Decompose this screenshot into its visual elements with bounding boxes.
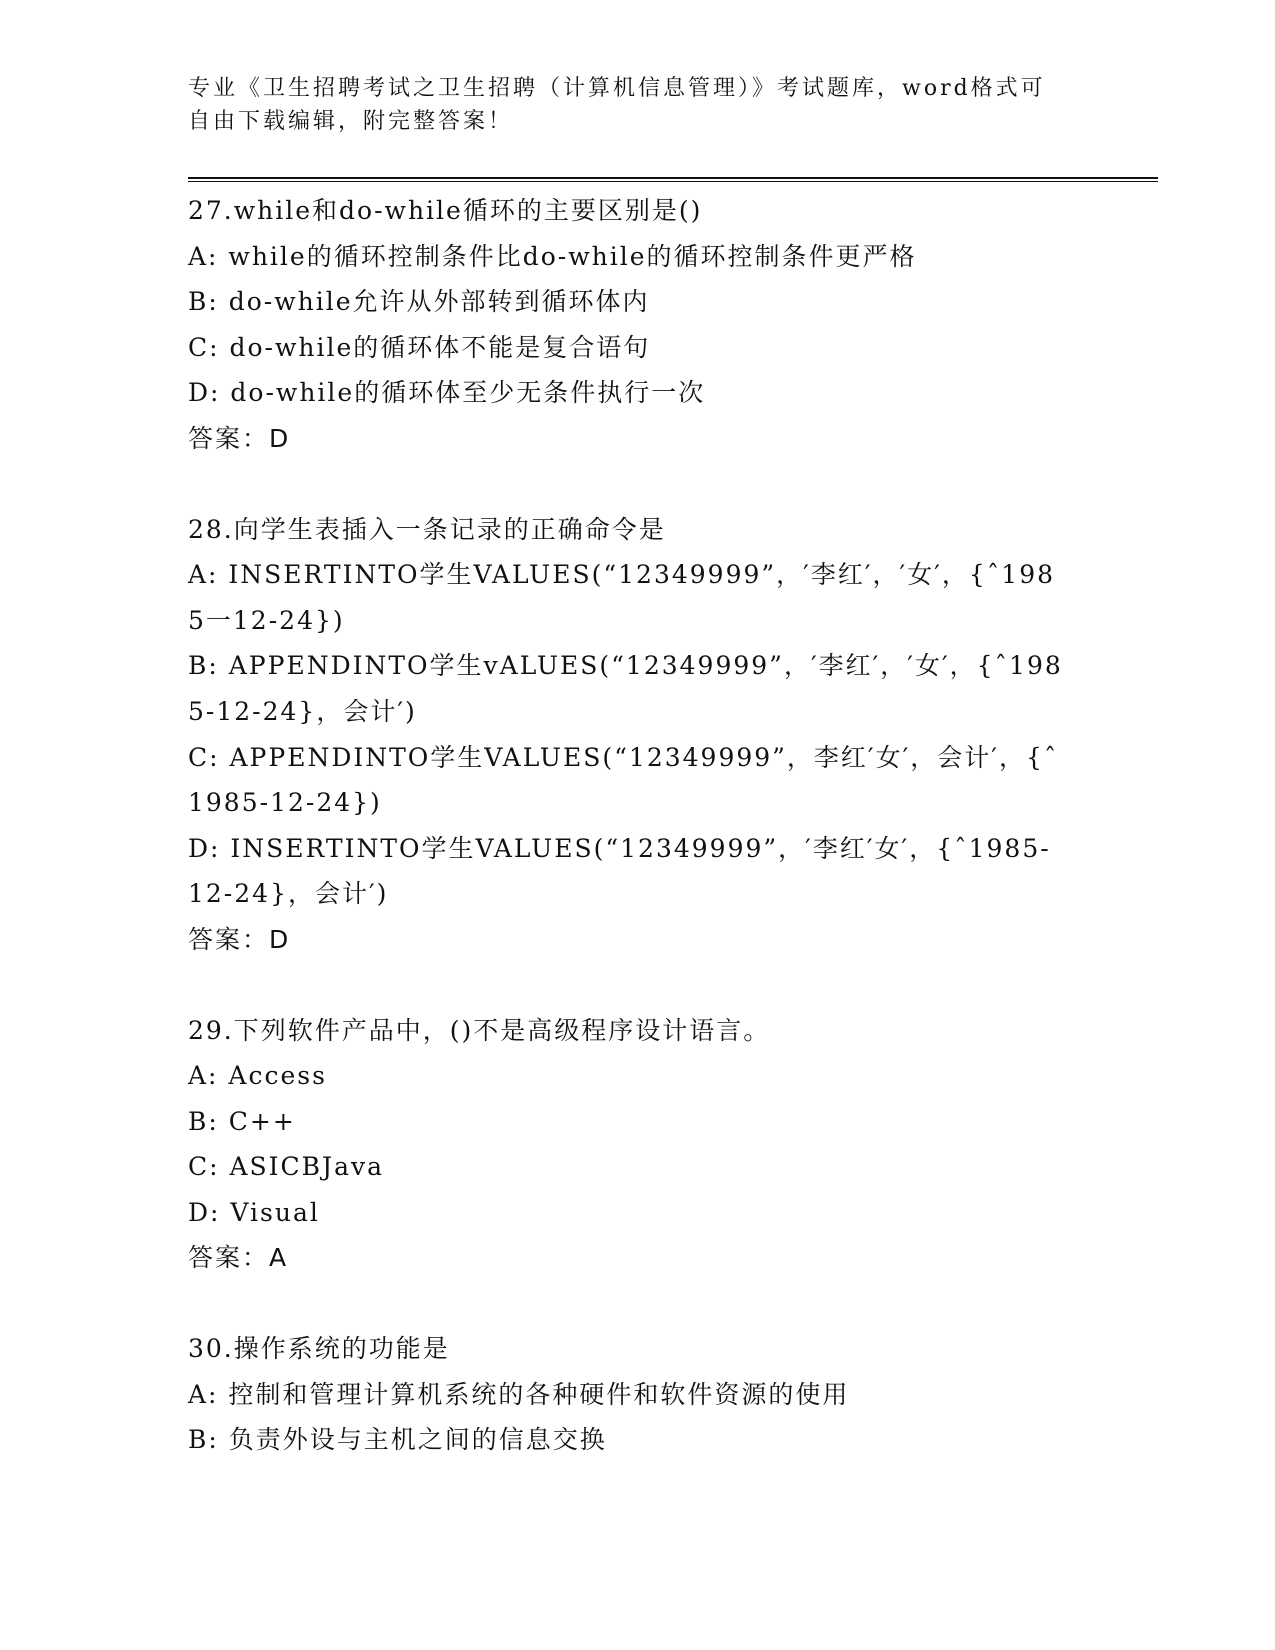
option-a: A: while的循环控制条件比do-while的循环控制条件更严格 [188,241,917,271]
question-stem: 28.向学生表插入一条记录的正确命令是 [188,514,666,544]
question-stem: 29.下列软件产品中，()不是高级程序设计语言。 [188,1015,771,1045]
option-d: D: INSERTINTO学生VALUES(“12349999”，′李红′女′，{ˆ1985-12-24}，会计′) [188,833,1051,909]
document-header: 专业《卫生招聘考试之卫生招聘（计算机信息管理）》考试题库，word格式可自由下载编辑，附完整答案！ [188,76,1046,134]
option-b: B: C++ [188,1106,296,1136]
option-b: B: APPENDINTO学生vALUES(“12349999”，′李红′，′女′，{ˆ1985-12-24}，会计′) [188,651,1063,726]
option-b: B: 负责外设与主机之间的信息交换 [188,1425,607,1455]
question-30 [188,1326,1068,1463]
answer: 答案：D [188,924,291,954]
answer: 答案：D [188,423,291,453]
option-a: A: Access [188,1061,327,1091]
option-c: C: APPENDINTO学生VALUES(“12349999”，李红′女′，会计′，{ˆ1985-12-24}) [188,742,1059,818]
option-d: D: do-while的循环体至少无条件执行一次 [188,378,706,408]
question-list [188,188,1068,1508]
header-divider [188,177,1158,182]
question-stem: 27.while和do-while循环的主要区别是() [188,196,703,225]
answer: 答案：A [188,1243,289,1273]
option-c: C: ASICBJava [188,1152,385,1182]
option-b: B: do-while允许从外部转到循环体内 [188,287,650,317]
question-28 [188,507,1068,963]
option-a: A: 控制和管理计算机系统的各种硬件和软件资源的使用 [188,1379,850,1409]
question-27 [188,188,1068,462]
question-stem: 30.操作系统的功能是 [188,1334,450,1364]
question-29 [188,1008,1068,1282]
option-a: A: INSERTINTO学生VALUES(“12349999”，′李红′，′女′，{ˆ1985一12-24}) [188,560,1056,635]
option-c: C: do-while的循环体不能是复合语句 [188,332,651,362]
option-d: D: Visual [188,1197,320,1227]
